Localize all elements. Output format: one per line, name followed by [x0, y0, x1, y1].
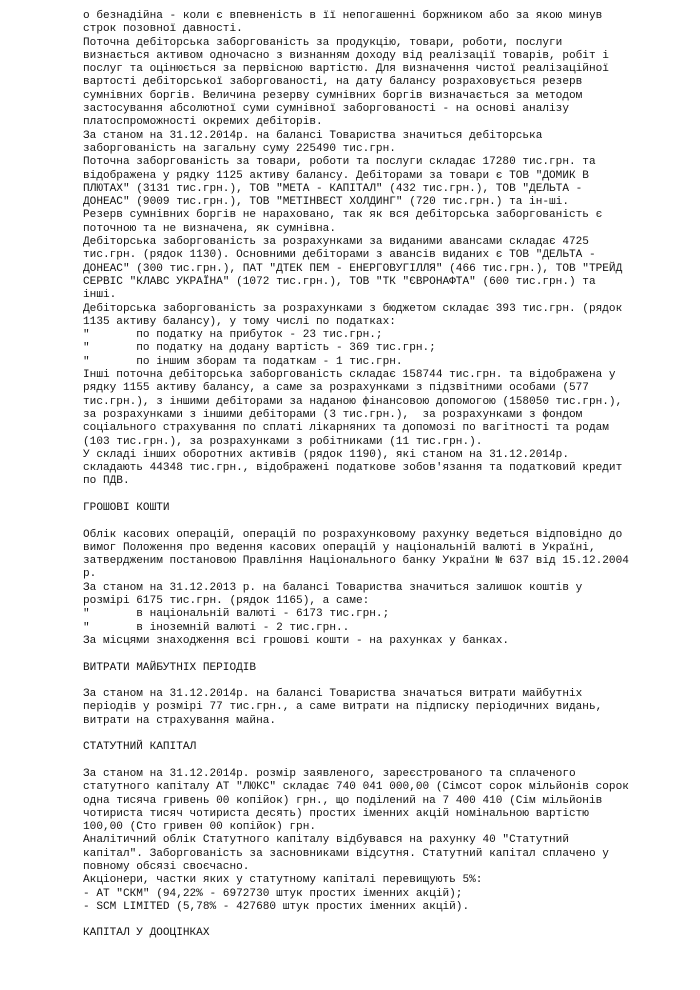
- text-line: " по податку на додану вартість - 369 тис.грн.;: [83, 342, 436, 355]
- text-line: заборгованість на загальну суму 225490 тис.грн.: [83, 142, 396, 155]
- text-line: періодів у розмірі 77 тис.грн., а саме витрати на підписку періодичних видань,: [83, 701, 603, 714]
- text-line: " в національній валюті - 6173 тис.грн.;: [83, 608, 390, 621]
- text-line: 1135 активу балансу), у тому числі по податках:: [83, 315, 396, 328]
- text-line: соціального страхування по сплаті лікарняних та допомозі по вагітності та родам: [83, 422, 609, 435]
- blank-line: [83, 914, 673, 927]
- paragraph: [83, 369, 673, 449]
- text-line: витрати на страхування майна.: [83, 714, 277, 727]
- blank-line: [83, 648, 673, 661]
- text-line: статутного капіталу АТ "ЛЮКС" складає 740 041 000,00 (Сімсот сорок мільйонів сорок: [83, 781, 629, 794]
- text-line: " по податку на прибуток - 23 тис.грн.;: [83, 329, 383, 342]
- text-line: Дебіторська заборгованість за розрахунками за виданими авансами складає 4725: [83, 236, 589, 249]
- text-line: (103 тис.грн.), за розрахунками з робітниками (11 тис.грн.).: [83, 435, 483, 448]
- text-line: відображена у рядку 1125 активу балансу. Дебіторами за товари є ТОВ "ДОМИК В: [83, 169, 589, 182]
- text-line: вимог Положення про ведення касових операцій у національній валюті в Україні,: [83, 541, 596, 554]
- text-line: вартості дебіторської заборгованості, на дату балансу розраховується резерв: [83, 76, 583, 89]
- text-line: визнається активом одночасно з визнанням доходу від реалізації товарів, робіт і: [83, 49, 609, 62]
- text-line: За місцями знаходження всі грошові кошти - на рахунках у банках.: [83, 634, 510, 647]
- paragraph: [83, 449, 673, 489]
- text-line: У складі інших оборотних активів (рядок 1190), які станом на 31.12.2014р.: [83, 448, 569, 461]
- blank-line: [83, 728, 673, 741]
- text-line: Поточна дебіторська заборгованість за продукцію, товари, роботи, послуги: [83, 36, 563, 49]
- text-line: поточною та не визначена, як сумнівна.: [83, 222, 336, 235]
- paragraph: [83, 156, 673, 236]
- text-line: повному обсязі своєчасно.: [83, 861, 250, 873]
- text-line: затвердженим постановою Правління Національного банку України № 637 від 15.12.2004: [83, 555, 629, 568]
- blank-line: [83, 675, 673, 688]
- section-heading: КАПІТАЛ У ДООЦІНКАХ: [83, 927, 210, 940]
- text-line: За станом на 31.12.2014р. на балансі Товариства значаться витрати майбутніх: [83, 688, 583, 701]
- text-line: платоспроможності окремих дебіторів.: [83, 116, 323, 129]
- text-line: строк позовної давності.: [83, 23, 243, 36]
- text-line: сумнівних боргів. Величина резерву сумнівних боргів визначається за методом: [83, 89, 583, 102]
- text-line: тис.грн. (рядок 1130). Основними дебіторами з авансів виданих є ТОВ "ДЕЛЬТА -: [83, 249, 596, 262]
- paragraph: [83, 303, 673, 369]
- text-line: СЕРВІС "КЛАВС УКРАЇНА" (1072 тис.грн.), ТОВ "ТК "ЄВРОНАФТА" (600 тис.грн.) та: [83, 275, 596, 288]
- text-line: інші.: [83, 289, 117, 302]
- text-line: - АТ "СКМ" (94,22% - 6972730 штук простих іменних акцій);: [83, 887, 463, 900]
- paragraph: [83, 582, 673, 648]
- text-line: по ПДВ.: [83, 475, 130, 488]
- text-line: " по іншим зборам та податкам - 1 тис.грн.: [83, 355, 403, 368]
- text-line: ПЛЮТАХ" (3131 тис.грн.), ТОВ "МЕТА - КАПІТАЛ" (432 тис.грн.), ТОВ "ДЕЛЬТА -: [83, 182, 583, 195]
- text-line: р.: [83, 568, 97, 581]
- text-line: розмірі 6175 тис.грн. (рядок 1165), а саме:: [83, 595, 370, 608]
- text-line: чотириста тисяч чотириста десять) простих іменних акцій номінальною вартістю: [83, 807, 589, 820]
- section-heading: ВИТРАТИ МАЙБУТНІХ ПЕРІОДІВ: [83, 661, 257, 674]
- paragraph: [83, 688, 673, 728]
- paragraph: [83, 10, 673, 37]
- text-line: За станом на 31.12.2014р. на балансі Товариства значиться дебіторська: [83, 129, 543, 142]
- text-line: одна тисяча гривень 00 копійок) грн., що поділений на 7 400 410 (Сім мільйонів: [83, 794, 603, 807]
- blank-line: [83, 515, 673, 528]
- text-line: - SCM LIMITED (5,78% - 427680 штук простих іменних акцій).: [83, 900, 470, 913]
- text-line: о безнадійна - коли є впевненість в її непогашенні боржником або за якою минув: [83, 10, 603, 22]
- text-line: складають 44348 тис.грн., відображені податкове зобов'язання та податковий кредит: [83, 462, 623, 475]
- text-line: Резерв сумнівних боргів не нараховано, так як вся дебіторська заборгованість є: [83, 209, 603, 222]
- text-line: Поточна заборгованість за товари, роботи та послуги складає 17280 тис.грн. та: [83, 156, 596, 169]
- text-line: Облік касових операцій, операцій по розрахунковому рахунку ведеться відповідно до: [83, 528, 623, 541]
- paragraph: [83, 874, 673, 914]
- paragraph: [83, 130, 673, 157]
- text-line: тис.грн.), з іншими дебіторами за наданою фінансовою допомогою (158050 тис.грн.),: [83, 395, 623, 408]
- blank-line: [83, 489, 673, 502]
- text-line: За станом на 31.12.2014р. розмір заявленого, зареєстрованого та сплаченого: [83, 767, 576, 780]
- text-line: " в іноземній валюті - 2 тис.грн..: [83, 621, 350, 634]
- paragraph: [83, 834, 673, 874]
- text-line: ДОНЕАС" (9009 тис.грн.), ТОВ "МЕТІНВЕСТ ХОЛДИНГ" (720 тис.грн.) та ін-ші.: [83, 196, 569, 209]
- paragraph: [83, 768, 673, 834]
- text-line: застосування абсолютної суми сумнівної заборгованості - на основі аналізу: [83, 103, 569, 116]
- paragraph: [83, 529, 673, 582]
- text-line: рядку 1155 активу балансу, а саме за розрахунками з підзвітними особами (577: [83, 382, 589, 395]
- text-line: Інші поточна дебіторська заборгованість складає 158744 тис.грн. та відображена у: [83, 369, 616, 382]
- text-line: послуг та оцінюється за первісною вартістю. Для визначення чистої реалізаційної: [83, 63, 609, 76]
- text-line: За станом на 31.12.2013 р. на балансі Товариства значиться залишок коштів у: [83, 581, 583, 594]
- text-line: Дебіторська заборгованість за розрахунками з бюджетом складає 393 тис.грн. (рядок: [83, 302, 623, 315]
- text-line: Аналітичний облік Статутного капіталу відбувався на рахунку 40 "Статутний: [83, 834, 569, 847]
- text-line: 100,00 (Сто гривен 00 копійок) грн.: [83, 821, 317, 834]
- text-line: Акціонери, частки яких у статутному капіталі перевищують 5%:: [83, 874, 483, 887]
- document-page: [83, 10, 673, 941]
- text-line: ДОНЕАС" (300 тис.грн.), ПАТ "ДТЕК ПЕМ - ЕНЕРГОВУГІЛЛЯ" (466 тис.грн.), ТОВ "ТРЕЙД: [83, 262, 623, 275]
- blank-line: [83, 755, 673, 768]
- paragraph: [83, 37, 673, 130]
- text-line: капітал". Заборгованість за засновниками відсутня. Статутний капітал сплачено у: [83, 847, 609, 860]
- section-heading: ГРОШОВІ КОШТИ: [83, 501, 170, 514]
- section-heading: СТАТУТНИЙ КАПІТАЛ: [83, 741, 197, 754]
- text-line: за розрахунками з іншими дебіторами (3 тис.грн.), за розрахунками з фондом: [83, 408, 583, 421]
- paragraph: [83, 236, 673, 302]
